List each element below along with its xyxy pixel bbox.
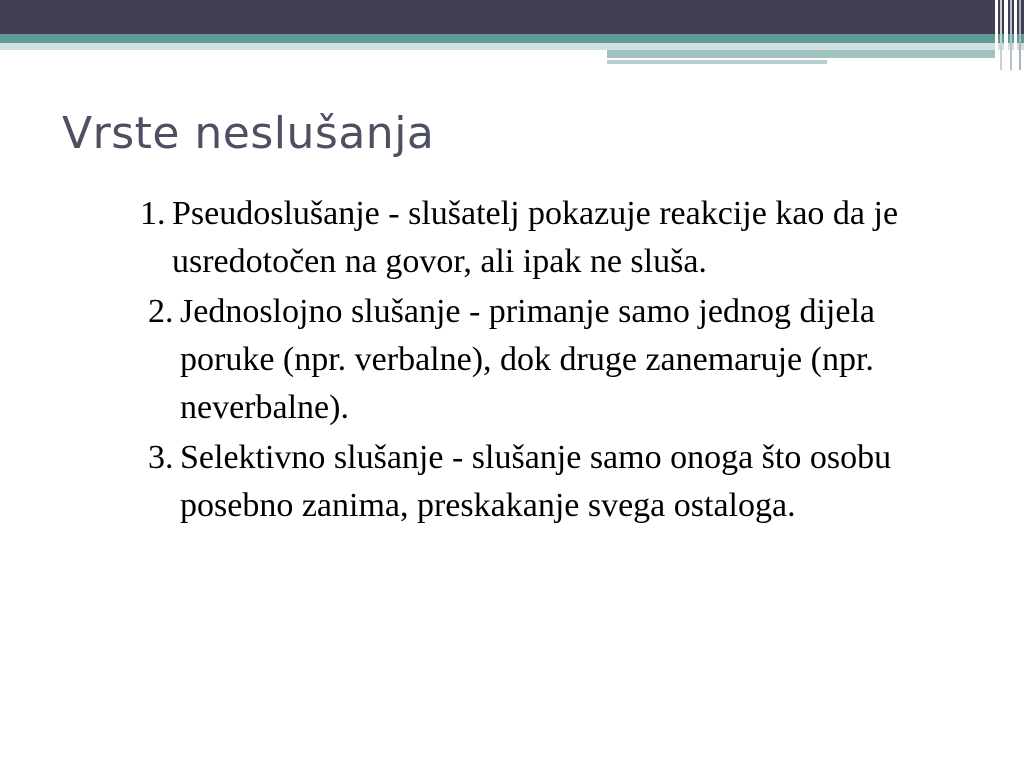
- header-band-dark: [0, 0, 1024, 34]
- edge-stripe: [1004, 0, 1008, 70]
- bullet-list: [140, 190, 960, 532]
- list-item-text: Pseudoslušanje - slušatelj pokazuje reakcije kao da je usredotočen na govor, ali ipak ne sluša.: [172, 195, 899, 280]
- edge-stripe: [1014, 0, 1017, 70]
- header-accent-line: [607, 60, 827, 64]
- edge-stripe: [1010, 0, 1012, 70]
- list-item: [148, 434, 960, 530]
- header-accent-line: [607, 50, 997, 58]
- list-item: [148, 288, 960, 432]
- edge-stripe: [995, 0, 998, 70]
- header-accent-line: [830, 58, 950, 61]
- list-item-number: 3.: [148, 439, 174, 476]
- list-item: [140, 190, 960, 286]
- list-item-text: Jednoslojno slušanje - primanje samo jednog dijela poruke (npr. verbalne), dok druge zanemaruje (npr. neverbalne).: [180, 293, 875, 426]
- list-item-number: 2.: [148, 293, 174, 330]
- edge-stripe: [1000, 0, 1002, 70]
- header-band-teal-light: [0, 43, 1024, 50]
- slide-title: Vrste neslušanja: [62, 108, 435, 159]
- list-item-number: 1.: [140, 195, 166, 232]
- edge-stripe: [1019, 0, 1021, 70]
- header-band-teal: [0, 34, 1024, 43]
- list-item-text: Selektivno slušanje - slušanje samo onoga što osobu posebno zanima, preskakanje svega ostaloga.: [180, 439, 892, 524]
